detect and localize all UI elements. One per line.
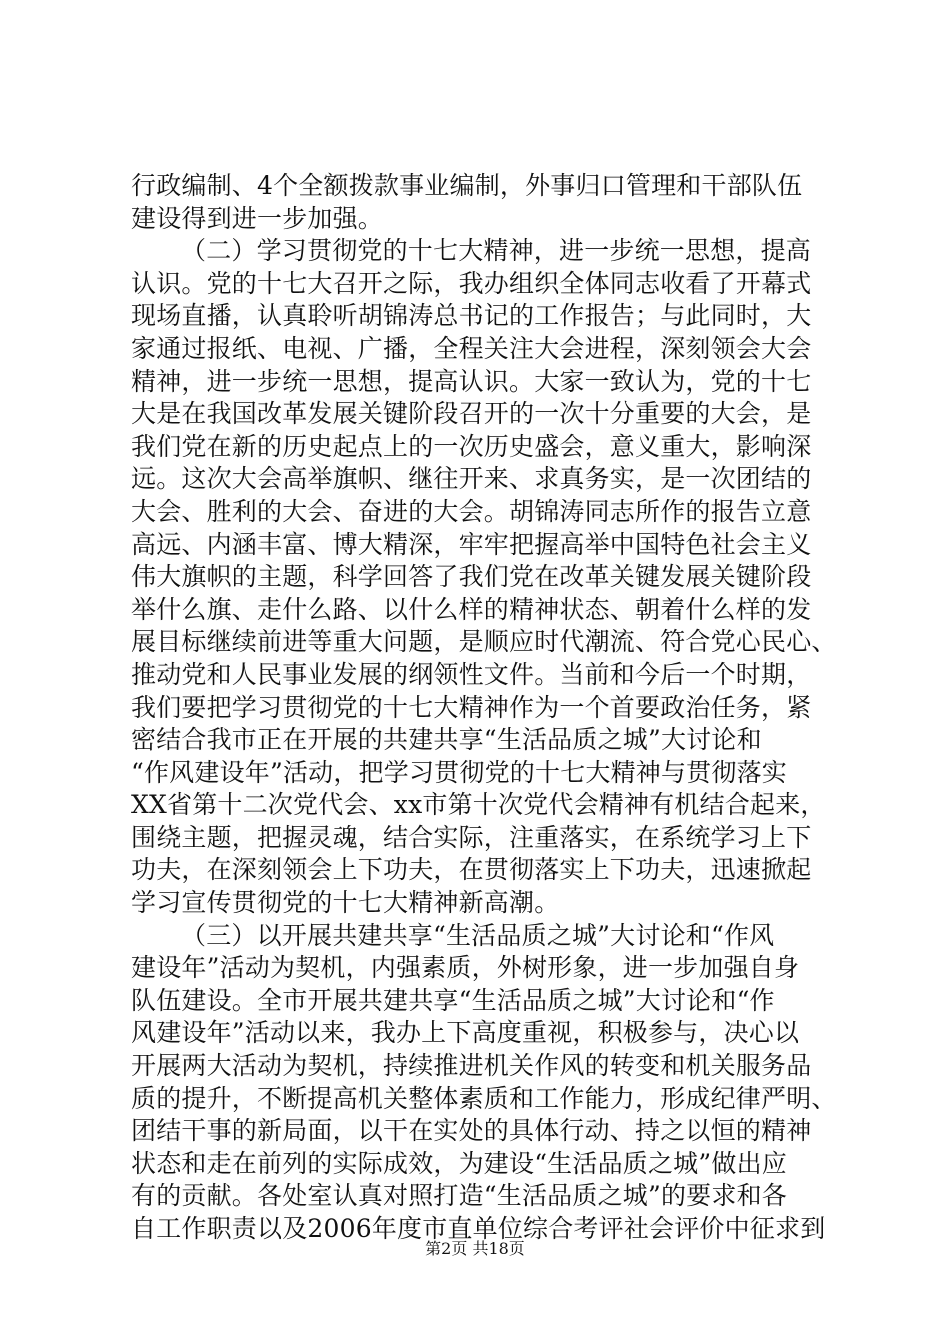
text-line: 家通过报纸、电视、广播，全程关注大会进程，深刻领会大会	[131, 333, 812, 363]
text-line: 行政编制、4个全额拨款事业编制，外事归口管理和干部队伍	[131, 171, 803, 200]
text-line: 状态和走在前列的实际成效，为建设“生活品质之城”做出应	[131, 1148, 787, 1178]
text-line: “作风建设年”活动，把学习贯彻党的十七大精神与贯彻落实	[131, 757, 787, 787]
text-line: 我们要把学习贯彻党的十七大精神作为一个首要政治任务，紧	[131, 692, 812, 722]
text-line: 大会、胜利的大会、奋进的大会。胡锦涛同志所作的报告立意	[131, 496, 812, 526]
text-line: 举什么旗、走什么路、以什么样的精神状态、朝着什么样的发	[131, 594, 812, 624]
body-text	[131, 170, 837, 1246]
text-line: 开展两大活动为契机，持续推进机关作风的转变和机关服务品	[131, 1051, 812, 1081]
text-line: 自工作职责以及2006年度市直单位综合考评社会评价中征求到	[131, 1214, 826, 1243]
text-line: 我们党在新的历史起点上的一次历史盛会，意义重大，影响深	[131, 431, 812, 461]
text-line: 密结合我市正在开展的共建共享“生活品质之城”大讨论和	[131, 725, 762, 755]
text-line: 建设年”活动为契机，内强素质，外树形象，进一步加强自身	[131, 953, 800, 983]
text-line: 伟大旗帜的主题，科学回答了我们党在改革关键发展关键阶段	[131, 562, 812, 592]
text-line: 队伍建设。全市开展共建共享“生活品质之城”大讨论和“作	[131, 985, 775, 1015]
text-line: XX省第十二次党代会、xx市第十次党代会精神有机结合起来，	[131, 790, 826, 820]
text-line: 建设得到进一步加强。	[131, 203, 384, 233]
text-line: 围绕主题，把握灵魂，结合实际，注重落实，在系统学习上下	[131, 822, 812, 852]
text-line: 推动党和人民事业发展的纲领性文件。当前和今后一个时期，	[131, 659, 812, 689]
page-number-footer: 第2页 共18页	[425, 1239, 525, 1258]
text-line: 有的贡献。各处室认真对照打造“生活品质之城”的要求和各	[131, 1181, 787, 1211]
section-heading-line: （二）学习贯彻党的十七大精神，进一步统一思想，提高	[181, 236, 812, 266]
text-line: 功夫，在深刻领会上下功夫，在贯彻落实上下功夫，迅速掀起	[131, 855, 812, 885]
text-line: 现场直播，认真聆听胡锦涛总书记的工作报告；与此同时，大	[131, 301, 812, 331]
text-line: 大是在我国改革发展关键阶段召开的一次十分重要的大会，是	[131, 399, 812, 429]
text-line: 学习宣传贯彻党的十七大精神新高潮。	[131, 888, 560, 918]
text-line: 风建设年”活动以来，我办上下高度重视，积极参与，决心以	[131, 1018, 800, 1048]
text-line: 高远、内涵丰富、博大精深，牢牢把握高举中国特色社会主义	[131, 529, 812, 559]
text-line: 团结干事的新局面，以干在实处的具体行动、持之以恒的精神	[131, 1116, 812, 1146]
text-line: 展目标继续前进等重大问题，是顺应时代潮流、符合党心民心、	[131, 627, 837, 657]
text-line: 精神，进一步统一思想，提高认识。大家一致认为，党的十七	[131, 366, 812, 396]
text-line: 认识。党的十七大召开之际，我办组织全体同志收看了开幕式	[131, 268, 812, 298]
text-line: 质的提升，不断提高机关整体素质和工作能力，形成纪律严明、	[131, 1083, 837, 1113]
section-heading-line: （三）以开展共建共享“生活品质之城”大讨论和“作风	[181, 920, 775, 950]
text-line: 远。这次大会高举旗帜、继往开来、求真务实，是一次团结的	[131, 464, 812, 494]
